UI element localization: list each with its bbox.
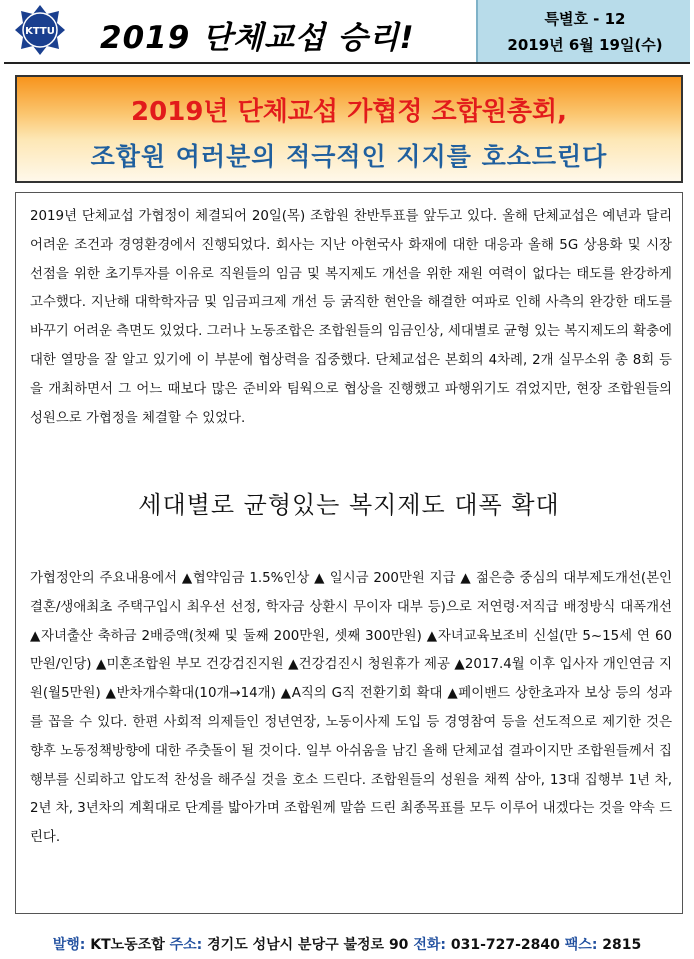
publisher-name: KT노동조합	[90, 937, 165, 953]
headline-main: 2019년 단체교섭 가협정 조합원총회,	[131, 97, 567, 127]
issue-date: 2019년 6월 19일(수)	[507, 36, 663, 54]
article-paragraph-intro: 2019년 단체교섭 가협정이 체결되어 20일(목) 조합원 찬반투표를 앞두고 있다. 올해 단체교섭은 예년과 달리 어려운 조건과 경영환경에서 진행되었다. 회사는 지난 아현국사 화재에 대한 대응과 올해 5G 상용화 및 시장 선점을 위한 초기투자를 이유로 직원들의 임금 및 복지제도 개선을 위한 재원 여력이 없다는 태도를 완강하게 고수했다. 지난해 대학학자금 및 임금피크제 개선 등 굵직한 현안을 해결한 여파로 인해 사측의 완강한 태도를 바꾸기 어려운 측면도 있었다. 그러나 노동조합은 조합원들의 임금인상, 세대별로 균형 있는 복지제도의 확충에 대한 열망을 잘 알고 있기에 이 부분에 협상력을 집중했다. 단체교섭은 본회의 4차례, 2개 실무소위 총 8회 등을 개최하면서 그 어느 때보다 많은 준비와 팀웍으로 협상을 진행했고 파행위기도 겪었지만, 현장 조합원들의 성원으로 가협정을 체결할 수 있었다.	[30, 209, 672, 426]
headline-banner	[15, 75, 683, 183]
issue-number: 특별호 - 12	[544, 10, 626, 28]
section-heading: 세대별로 균형있는 복지제도 대폭 확대	[138, 491, 560, 519]
headline-sub: 조합원 여러분의 적극적인 지지를 호소드린다	[90, 142, 608, 171]
publisher-label: 발행:	[52, 937, 86, 953]
address-label: 주소:	[169, 937, 203, 953]
logo-text: KTTU	[25, 26, 55, 37]
fax-label: 팩스:	[564, 937, 598, 953]
publisher-footer	[0, 934, 694, 954]
address-value: 경기도 성남시 분당구 불정로 90	[207, 937, 409, 953]
newsletter-header	[4, 0, 690, 64]
article-paragraph-details: 가협정안의 주요내용에서 ▲협약임금 1.5%인상 ▲ 일시금 200만원 지급 ▲ 젊은층 중심의 대부제도개선(본인결혼/생애최초 주택구입시 최우선 선정, 학자금 상환시 무이자 대부 등)으로 저연령·저직급 배정방식 대폭개선 ▲자녀출산 축하금 2배증액(첫째 및 둘째 200만원, 셋째 300만원) ▲자녀교육보조비 신설(만 5~15세 연 60만원/인당) ▲미혼조합원 부모 건강검진지원 ▲건강검진시 청원휴가 제공 ▲2017.4월 이후 입사자 개인연금 지원(월5만원) ▲반차개수확대(10개→14개) ▲A직의 G직 전환기회 확대 ▲페이밴드 상한초과자 보상 등의 성과를 꼽을 수 있다. 한편 사회적 의제들인 정년연장, 노동이사제 도입 등 경영참여 등을 선도적으로 제기한 것은 향후 노동정책방향에 대한 주춧돌이 될 것이다. 일부 아쉬움을 남긴 올해 단체교섭 결과이지만 조합원들께서 집행부를 신뢰하고 압도적 찬성을 해주실 것을 호소 드린다. 조합원들의 성원을 채찍 삼아, 13대 집행부 1년 차, 2년 차, 3년차의 계획대로 단계를 밟아가며 조합원께 말씀 드린 최종목표를 모두 이루어 내겠다는 것을 약속 드린다.	[30, 571, 672, 846]
article-body	[15, 192, 683, 914]
phone-value: 031-727-2840	[450, 937, 560, 953]
newsletter-title: 2019 단체교섭 승리!	[100, 20, 415, 56]
phone-label: 전화:	[413, 937, 446, 953]
union-logo-icon	[14, 4, 66, 56]
issue-info-box	[476, 0, 690, 62]
fax-value: 2815	[602, 937, 642, 953]
